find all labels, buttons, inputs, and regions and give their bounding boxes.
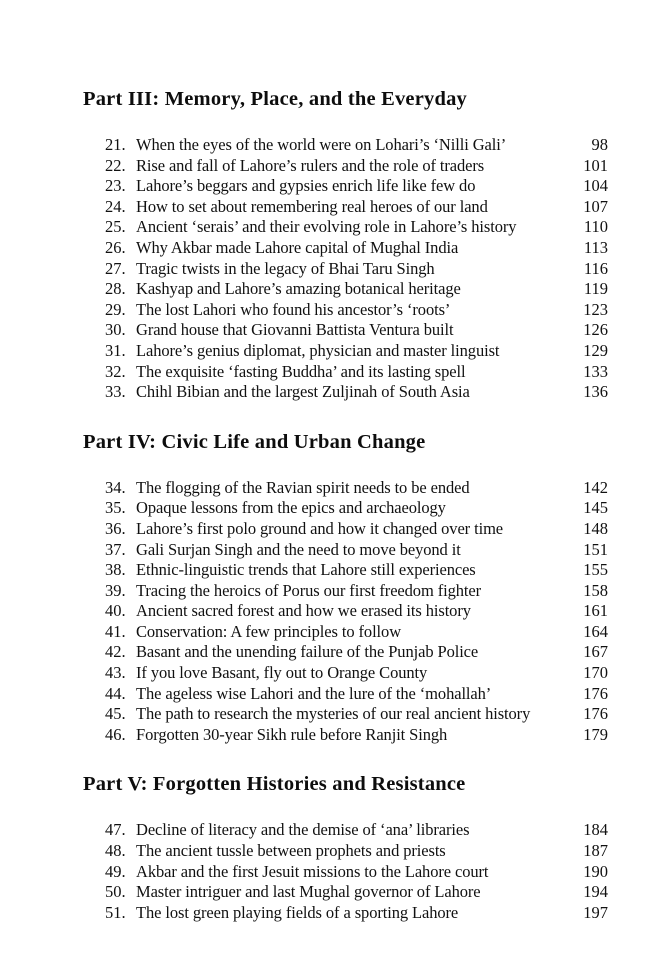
- entry-number: 30.: [105, 320, 126, 340]
- entry-number: 47.: [105, 820, 126, 840]
- entry-number: 45.: [105, 704, 126, 724]
- entry-number: 41.: [105, 621, 126, 641]
- entry-number: 35.: [105, 498, 126, 518]
- toc-entry: [105, 519, 608, 540]
- entry-title: When the eyes of the world were on Lohari’s ‘Nilli Gali’: [136, 135, 507, 154]
- section-heading: Part V: Forgotten Histories and Resistance: [83, 773, 466, 796]
- entry-title: Gali Surjan Singh and the need to move beyond it: [136, 539, 461, 559]
- entry-title: The ancient tussle between prophets and priests: [136, 841, 446, 861]
- toc-entry: [105, 642, 608, 663]
- toc-entry: [105, 882, 608, 903]
- entry-page: 142: [583, 477, 608, 497]
- toc-entry: [105, 156, 608, 177]
- toc-entry: [105, 841, 608, 862]
- toc-entry: [105, 176, 608, 197]
- entry-title: Forgotten 30-year Sikh rule before Ranjit Singh: [136, 724, 448, 744]
- entry-number: 31.: [105, 340, 126, 360]
- entry-title: Chihl Bibian and the largest Zuljinah of South Asia: [136, 382, 470, 402]
- section-entries: [105, 135, 608, 403]
- entry-number: 29.: [105, 299, 126, 319]
- toc-entry: [105, 684, 608, 705]
- entry-title: The exquisite ‘fasting Buddha’ and its lasting spell: [136, 361, 466, 381]
- entry-page: 123: [583, 299, 608, 319]
- entry-number: 43.: [105, 663, 126, 683]
- entry-page: 136: [583, 382, 608, 402]
- toc-entry: [105, 135, 608, 156]
- entry-number: 46.: [105, 724, 126, 744]
- entry-page: 176: [583, 704, 608, 724]
- toc-entry: [105, 663, 608, 684]
- entry-page: 104: [583, 176, 608, 196]
- toc-entry: [105, 238, 608, 259]
- entry-number: 49.: [105, 861, 126, 881]
- toc-entry: [105, 581, 608, 602]
- toc-sections: [83, 86, 608, 923]
- entry-number: 32.: [105, 361, 126, 381]
- entry-number: 51.: [105, 902, 126, 922]
- toc-entry: [105, 382, 608, 403]
- entry-number: 37.: [105, 539, 126, 559]
- entry-title: Ancient sacred forest and how we erased its history: [136, 601, 471, 621]
- entry-title: Why Akbar made Lahore capital of Mughal India: [136, 237, 459, 257]
- entry-page: 176: [583, 683, 608, 703]
- entry-page: 119: [583, 279, 608, 299]
- entry-number: 27.: [105, 258, 126, 278]
- toc-entry: [105, 540, 608, 561]
- entry-number: 22.: [105, 155, 126, 175]
- entry-number: 21.: [105, 135, 126, 154]
- section-heading: Part IV: Civic Life and Urban Change: [83, 430, 426, 453]
- entry-page: 187: [583, 841, 608, 861]
- entry-title: Kashyap and Lahore’s amazing botanical heritage: [136, 279, 461, 299]
- toc-entry: [105, 704, 608, 725]
- entry-title: Basant and the unending failure of the Punjab Police: [136, 642, 479, 662]
- toc-entry: [105, 279, 608, 300]
- entry-number: 23.: [105, 176, 126, 196]
- entry-title: Conservation: A few principles to follow: [136, 621, 402, 641]
- section-entries: [105, 478, 608, 746]
- entry-page: 161: [583, 601, 608, 621]
- entry-page: 110: [583, 217, 608, 237]
- entry-page: 98: [591, 135, 608, 154]
- entry-title: If you love Basant, fly out to Orange County: [136, 663, 428, 683]
- toc-section: [83, 86, 608, 403]
- entry-title: The ageless wise Lahori and the lure of the ‘mohallah’: [136, 683, 492, 703]
- entry-title: Tragic twists in the legacy of Bhai Taru Singh: [136, 258, 435, 278]
- entry-number: 34.: [105, 477, 126, 497]
- entry-title: The flogging of the Ravian spirit needs to be ended: [136, 477, 470, 497]
- entry-title: How to set about remembering real heroes of our land: [136, 196, 488, 216]
- entry-title: Lahore’s genius diplomat, physician and master linguist: [136, 340, 500, 360]
- entry-page: 133: [583, 361, 608, 381]
- toc-entry: [105, 217, 608, 238]
- toc-entry: [105, 820, 608, 841]
- entry-title: Grand house that Giovanni Battista Ventura built: [136, 320, 454, 340]
- toc-section: [83, 771, 608, 923]
- entry-title: Lahore’s first polo ground and how it changed over time: [136, 518, 504, 538]
- section-heading: Part III: Memory, Place, and the Everyday: [83, 88, 467, 110]
- toc-entry: [105, 300, 608, 321]
- entry-title: Decline of literacy and the demise of ‘ana’ libraries: [136, 820, 470, 840]
- toc-entry: [105, 498, 608, 519]
- entry-page: 184: [583, 820, 608, 840]
- entry-page: 190: [583, 861, 608, 881]
- entry-number: 50.: [105, 882, 126, 902]
- toc-entry: [105, 903, 608, 924]
- entry-page: 158: [583, 580, 608, 600]
- entry-title: The lost green playing fields of a sporting Lahore: [136, 902, 459, 922]
- entry-number: 38.: [105, 560, 126, 580]
- entry-page: 179: [583, 724, 608, 744]
- entry-title: Master intriguer and last Mughal governor of Lahore: [136, 882, 481, 902]
- toc-entry: [105, 725, 608, 746]
- entry-page: 164: [583, 621, 608, 641]
- entry-page: 116: [583, 258, 608, 278]
- entry-page: 126: [583, 320, 608, 340]
- entry-title: Akbar and the first Jesuit missions to the Lahore court: [136, 861, 489, 881]
- entry-page: 101: [583, 155, 608, 175]
- entry-number: 42.: [105, 642, 126, 662]
- toc-entry: [105, 560, 608, 581]
- entry-number: 39.: [105, 580, 126, 600]
- entry-page: 197: [583, 902, 608, 922]
- entry-page: 145: [583, 498, 608, 518]
- entry-title: Rise and fall of Lahore’s rulers and the role of traders: [136, 155, 485, 175]
- entry-number: 28.: [105, 279, 126, 299]
- entry-title: Ancient ‘serais’ and their evolving role in Lahore’s history: [136, 217, 517, 237]
- entry-number: 40.: [105, 601, 126, 621]
- toc-entry: [105, 341, 608, 362]
- entry-title: Ethnic-linguistic trends that Lahore still experiences: [136, 560, 476, 580]
- entry-title: Tracing the heroics of Porus our first freedom fighter: [136, 580, 481, 600]
- toc-entry: [105, 320, 608, 341]
- toc-entry: [105, 197, 608, 218]
- entry-number: 36.: [105, 518, 126, 538]
- entry-page: 113: [583, 237, 608, 257]
- section-entries: [105, 820, 608, 923]
- entry-page: 107: [583, 196, 608, 216]
- entry-page: 129: [583, 340, 608, 360]
- toc-entry: [105, 862, 608, 883]
- entry-page: 151: [583, 539, 608, 559]
- entry-page: 148: [583, 518, 608, 538]
- toc-section: [83, 429, 608, 746]
- toc-entry: [105, 478, 608, 499]
- entry-title: Opaque lessons from the epics and archaeology: [136, 498, 446, 518]
- entry-title: Lahore’s beggars and gypsies enrich life like few do: [136, 176, 476, 196]
- entry-number: 33.: [105, 382, 126, 402]
- entry-page: 167: [583, 642, 608, 662]
- entry-title: The lost Lahori who found his ancestor’s ‘roots’: [136, 299, 451, 319]
- entry-page: 155: [583, 560, 608, 580]
- toc-entry: [105, 622, 608, 643]
- entry-number: 26.: [105, 237, 126, 257]
- toc-entry: [105, 259, 608, 280]
- toc-entry: [105, 601, 608, 622]
- entry-page: 194: [583, 882, 608, 902]
- entry-page: 170: [583, 663, 608, 683]
- entry-number: 48.: [105, 841, 126, 861]
- toc-entry: [105, 362, 608, 383]
- entry-number: 24.: [105, 196, 126, 216]
- entry-title: The path to research the mysteries of our real ancient history: [136, 704, 531, 724]
- entry-number: 25.: [105, 217, 126, 237]
- entry-number: 44.: [105, 683, 126, 703]
